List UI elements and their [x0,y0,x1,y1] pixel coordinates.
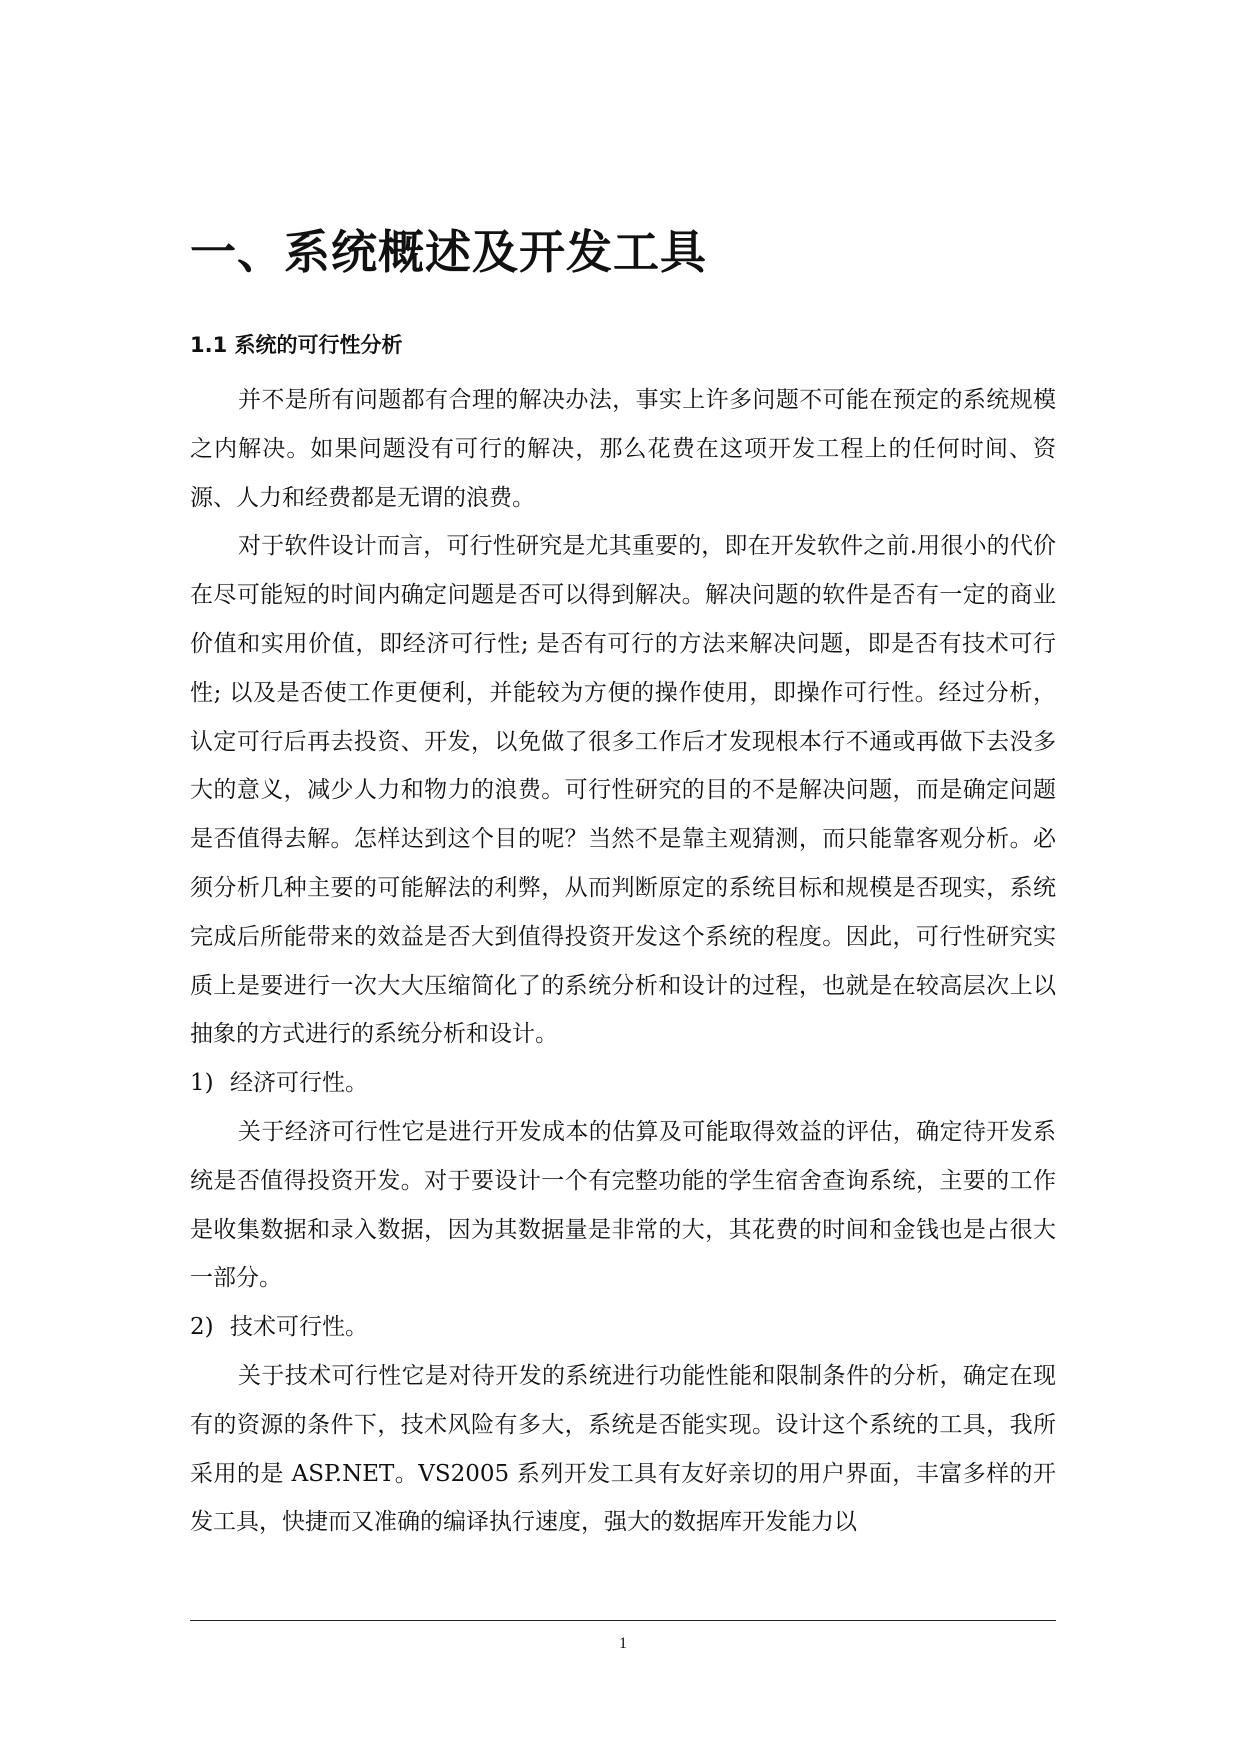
paragraph: 关于经济可行性它是进行开发成本的估算及可能取得效益的评估，确定待开发系统是否值得投资开发。对于要设计一个有完整功能的学生宿舍查询系统，主要的工作是收集数据和录入数据，因为其数据量是非常的大，其花费的时间和金钱也是占很大一部分。 [190,1118,1056,1292]
list-item-technical [190,1303,1056,1352]
chapter-title: 一、系统概述及开发工具 [190,225,707,279]
page-number: 1 [619,1635,627,1652]
body-text [190,376,1056,1547]
document-page [190,0,1056,1754]
paragraph: 关于技术可行性它是对待开发的系统进行功能性能和限制条件的分析，确定在现有的资源的条件下，技术风险有多大，系统是否能实现。设计这个系统的工具，我所采用的是 ASP.NET。VS2005 系列开发工具有友好亲切的用户界面，丰富多样的开发工具，快捷而又准确的编译执行速度，强大的数据库开发能力以 [190,1362,1056,1536]
paragraph: 对于软件设计而言，可行性研究是尤其重要的，即在开发软件之前.用很小的代价在尽可能短的时间内确定问题是否可以得到解决。解决问题的软件是否有一定的商业价值和实用价值，即经济可行性; 是否有可行的方法来解决问题，即是否有技术可行性; 以及是否使工作更便利，并能较为方便的操作使用，即操作可行性。经过分析，认定可行后再去投资、开发，以免做了很多工作后才发现根本行不通或再做下去没多大的意义，减少人力和物力的浪费。可行性研究的目的不是解决问题，而是确定问题是否值得去解。怎样达到这个目的呢？当然不是靠主观猜测，而只能靠客观分析。必须分析几种主要的可能解法的利弊，从而判断原定的系统目标和规模是否现实，系统完成后所能带来的效益是否大到值得投资开发这个系统的程度。因此，可行性研究实质上是要进行一次大大压缩简化了的系统分析和设计的过程，也就是在较高层次上以抽象的方式进行的系统分析和设计。 [190,533,1056,1048]
list-number: 1) [190,1070,214,1097]
section-title: 1.1 系统的可行性分析 [190,333,403,357]
paragraph: 并不是所有问题都有合理的解决办法，事实上许多问题不可能在预定的系统规模之内解决。如果问题没有可行的解决，那么花费在这项开发工程上的任何时间、资源、人力和经费都是无谓的浪费。 [190,387,1056,511]
list-label: 经济可行性。 [230,1070,368,1097]
footer-divider [190,1620,1056,1621]
list-label: 技术可行性。 [230,1314,368,1341]
list-number: 2) [190,1314,214,1341]
list-item-economic [190,1059,1056,1108]
